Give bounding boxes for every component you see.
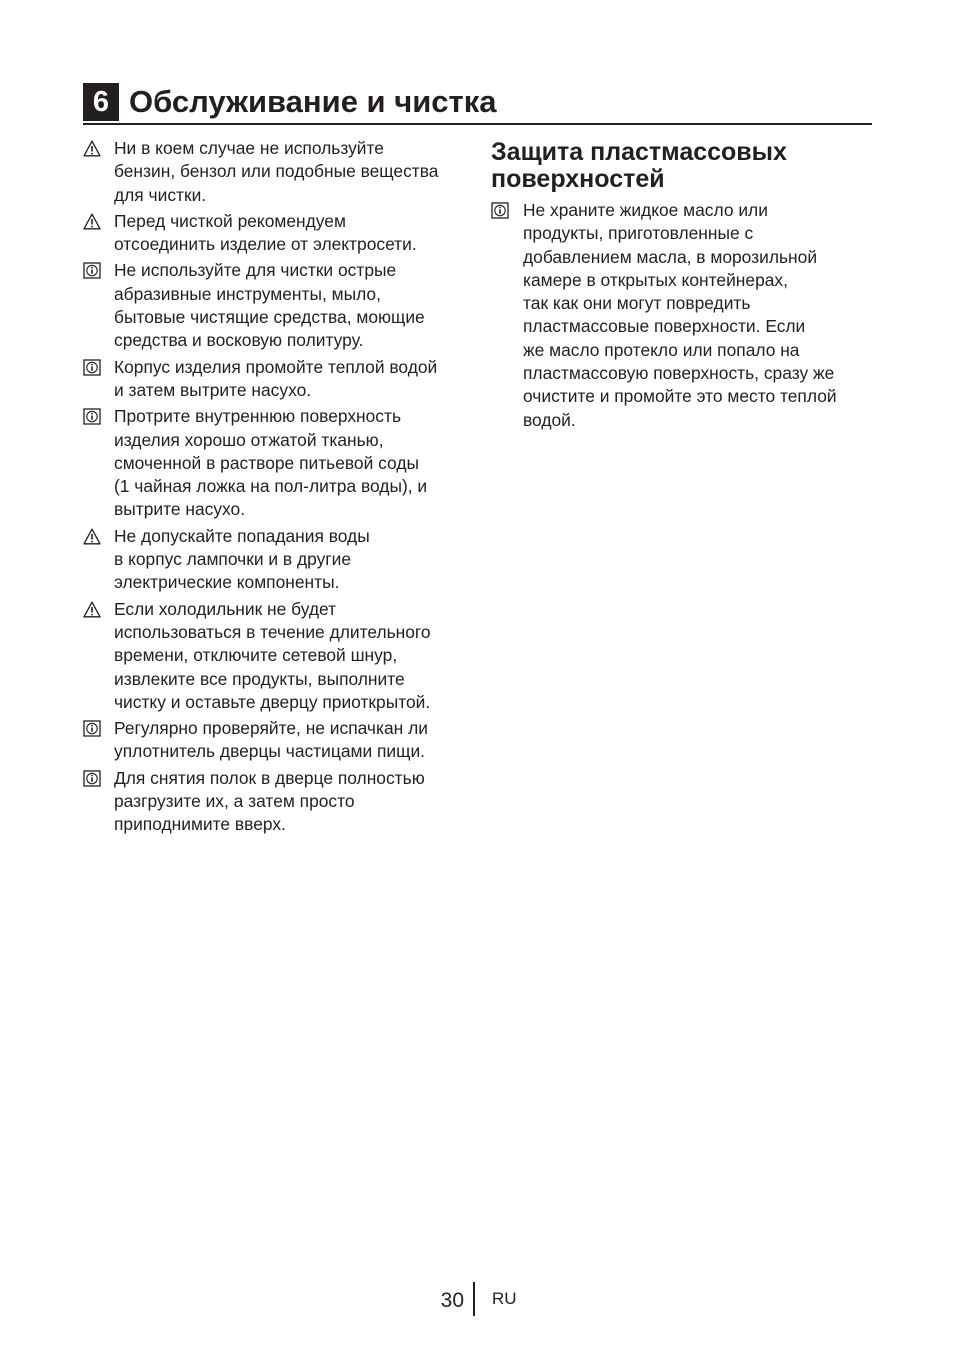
list-item <box>83 259 469 352</box>
section-title: Обслуживание и чистка <box>129 84 497 119</box>
item-text: Корпус изделия промойте теплой водой и затем вытрите насухо. <box>114 356 438 400</box>
footer-divider <box>473 1282 475 1316</box>
item-text: Перед чисткой рекомендуем отсоединить изделие от электросети. <box>114 210 417 255</box>
list-item <box>83 767 469 837</box>
page-number: 30 <box>440 1289 464 1312</box>
item-text: Не используйте для чистки острые абразивные инструменты, мыло, бытовые чистящие средства, моющие средства и восковую политуру. <box>114 260 425 351</box>
item-text: Ни в коем случае не используйте бензин, бензол или подобные вещества для чистки. <box>114 138 439 205</box>
list-item <box>83 210 469 257</box>
info-icon <box>83 408 101 425</box>
warning-icon <box>83 528 101 545</box>
section-number: 6 <box>83 83 119 121</box>
info-icon <box>83 720 101 737</box>
subsection-title: Защита пластмассовых поверхностей <box>491 138 787 193</box>
list-item <box>83 137 469 207</box>
warning-icon <box>83 213 101 230</box>
item-text: Для снятия полок в дверце полностью разгрузите их, а затем просто приподнимите вверх. <box>114 767 425 835</box>
item-text: Регулярно проверяйте, не испачкан ли уплотнитель дверцы частицами пищи. <box>114 718 428 762</box>
warning-icon <box>83 140 101 157</box>
info-icon <box>83 359 101 376</box>
left-column <box>83 137 469 840</box>
language-code: RU <box>492 1289 517 1308</box>
warning-icon <box>83 601 101 618</box>
info-icon <box>83 262 101 279</box>
section-header <box>83 83 872 125</box>
item-text: Если холодильник не будет использоваться в течение длительного времени, отключите сетевой шнур, извлеките все продукты, выполните чистку и оставьте дверцу приоткрытой. <box>114 598 431 712</box>
info-icon <box>83 770 101 787</box>
item-text: Не храните жидкое масло или продукты, приготовленные с добавлением масла, в морозильной камере в открытых контейнерах, так как они могут повредить пластмассовые поверхности. Если же масло протекло или попало на пластмассовую поверхность, сразу же очистите и промойте это место теплой водой. <box>523 200 837 430</box>
item-text: Не допускайте попадания воды в корпус лампочки и в другие электрические компоненты. <box>114 525 370 593</box>
list-item <box>83 356 469 403</box>
list-item <box>83 717 469 764</box>
list-item <box>83 598 469 714</box>
info-icon <box>491 202 509 219</box>
right-column <box>491 137 873 432</box>
list-item <box>491 199 873 432</box>
list-item <box>83 525 469 595</box>
list-item <box>83 405 469 521</box>
item-text: Протрите внутреннюю поверхность изделия хорошо отжатой тканью, смоченной в растворе питьевой соды (1 чайная ложка на пол-литра воды), и вытрите насухо. <box>114 406 428 520</box>
